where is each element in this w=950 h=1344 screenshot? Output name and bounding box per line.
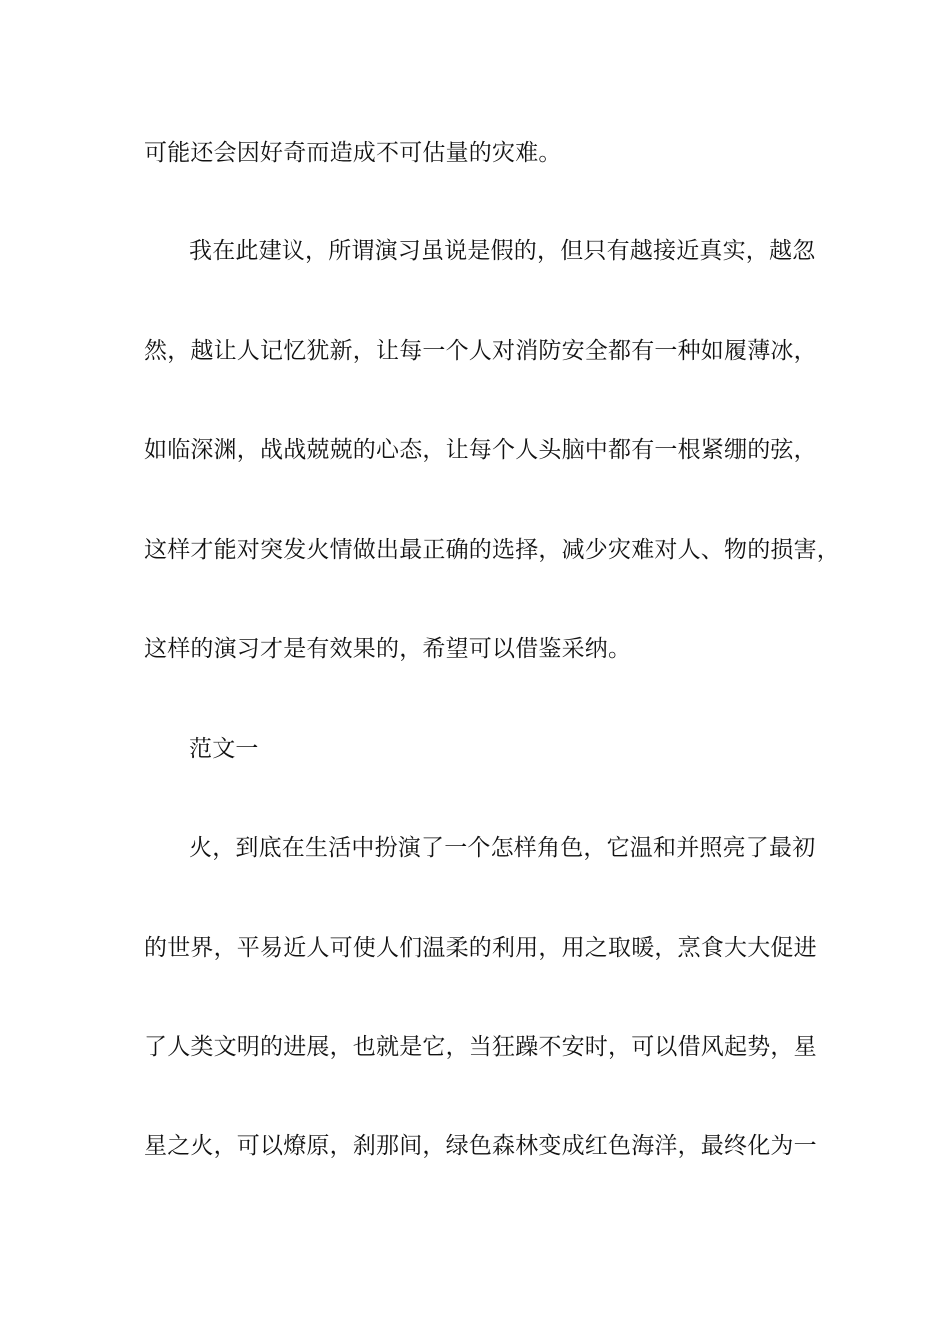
text-line-10: 了人类文明的进展，也就是它，当狂躁不安时，可以借风起势，星 <box>144 1034 817 1060</box>
text-line-8: 火，到底在生活中扮演了一个怎样角色，它温和并照亮了最初 <box>189 835 816 861</box>
text-line-5: 这样才能对突发火情做出最正确的选择，减少灾难对人、物的损害， <box>144 537 840 563</box>
text-line-11: 星之火，可以燎原，刹那间，绿色森林变成红色海洋，最终化为一 <box>144 1133 817 1159</box>
section-heading: 范文一 <box>189 736 259 762</box>
text-line-6: 这样的演习才是有效果的，希望可以借鉴采纳。 <box>144 636 632 662</box>
text-line-2: 我在此建议，所谓演习虽说是假的，但只有越接近真实，越忽 <box>189 238 816 264</box>
text-line-1: 可能还会因好奇而造成不可估量的灾难。 <box>144 140 562 166</box>
text-line-4: 如临深渊，战战兢兢的心态，让每个人头脑中都有一根紧绷的弦， <box>144 437 817 463</box>
text-line-3: 然，越让人记忆犹新，让每一个人对消防安全都有一种如履薄冰， <box>144 338 817 364</box>
text-line-9: 的世界，平易近人可使人们温柔的利用，用之取暖，烹食大大促进 <box>144 935 817 961</box>
